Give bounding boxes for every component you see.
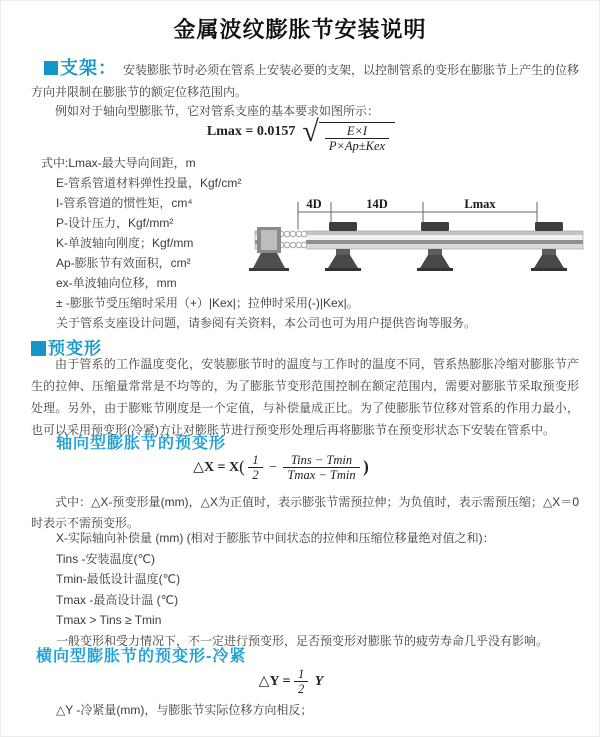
definition-line: P-设计压力，Kgf/mm² (56, 216, 174, 230)
note-line: Tmax -最高设计温 (℃) (56, 592, 179, 607)
predeform-paragraph: 由于管系的工作温度变化，安装膨胀节时的温度与工作时的温度不同，管系热膨胀冷缩对膨胀节产生的拉伸、压缩量常常是不均等的，为了膨胀节变形范围控制在额定范围内，需要对膨胀节采取预变形处理。另外，由于膨账节刚度是一个定值，与补偿量成正比。为了使膨胀节位移对管系的作用力最小，也可以采用预变形(冷紧)方让对膨胀节进行预变形处理后再将膨胀节在预变形状态下安装在管系中。 (31, 357, 579, 437)
minus-sign: − (269, 460, 277, 476)
dim-label-14d: 14D (366, 197, 388, 211)
delta-x-explanation: 式中：△X-预变形量(mm)，△X为正值时，表示膨张节需预拉伸；为负值时，表示需预压缩；△X＝0时表示不需预变形。 (31, 495, 579, 530)
section-bullet-icon (44, 61, 58, 75)
pipe-support-diagram (241, 194, 596, 286)
definition-line: 式中:Lmax-最大导向间距，m (41, 156, 196, 170)
fraction-denominator: P×Ap±Kex (325, 138, 389, 153)
fraction-numerator: Tins − Tmin (290, 453, 353, 467)
definition-line: I-管系管道的惯性矩，cm⁴ (56, 196, 193, 210)
note-line: Tmax > Tins ≥ Tmin (56, 613, 162, 628)
radicand-fraction (325, 124, 389, 154)
support-intro-paragraph (31, 57, 579, 103)
note-line: Tins -安装温度(℃) (56, 551, 156, 566)
dim-label-lmax: Lmax (464, 197, 496, 211)
delta-x-lhs: △X = X (193, 460, 240, 476)
subsection-heading-axial: 轴向型膨胀节的预变形 (56, 435, 227, 452)
delta-x-formula (1, 453, 561, 483)
temperature-fraction (283, 453, 359, 483)
support-intro-text: 安装膨胀节时必须在管系上安装必要的支架，以控制管系的变形在膨胀节上产生的位移方向并限制在膨胀节的额定位移范围内。 (31, 63, 580, 99)
lmax-formula-lhs: Lmax = 0.0157 (206, 124, 296, 139)
fraction-denominator: 2 (294, 681, 308, 696)
one-half-fraction (248, 453, 262, 483)
section-heading-support (44, 58, 117, 78)
delta-y-note: △Y -冷紧量(mm)，与膨胀节实际位移方向相反； (56, 703, 313, 717)
radical-sign: √ (302, 115, 319, 148)
open-paren: ( (239, 457, 245, 477)
lmax-formula (1, 115, 600, 154)
delta-y-formula (1, 667, 581, 697)
note-line: X-实际轴向补偿量 (mm) (相对于膨胀节中间状态的拉伸和压缩位移量绝对值之和)： (56, 531, 495, 545)
bellows-icon (277, 230, 307, 251)
dim-label-4d: 4D (306, 197, 322, 211)
sign-convention-note: ± -膨胀节受压缩时采用（+）|Kex|；拉伸时采用(-)|Kex|。 (56, 296, 359, 310)
axial-notes-list (56, 528, 548, 652)
radical-group (302, 115, 395, 154)
note-line: Tmin-最低设计温度(℃) (56, 572, 181, 587)
fraction-numerator: E×I (346, 124, 368, 138)
page-title: 金属波纹膨胀节安装说明 (173, 17, 427, 42)
definition-line: K-单波轴向刚度；Kgf/mm (56, 236, 194, 250)
fraction-numerator: 1 (252, 453, 259, 467)
note-line: 一般变形和受力情况下，不一定进行预变形，足否预变形对膨胀节的疲劳寿命几乎没有影响。 (56, 633, 549, 648)
radicand (319, 122, 395, 154)
one-half-fraction (294, 667, 308, 697)
section-heading-support-label: 支架： (60, 58, 117, 78)
definition-line: Ap-膨胀节有效面积，cm² (56, 256, 191, 270)
delta-y-lhs: △Y = (258, 674, 291, 690)
fraction-denominator: 2 (248, 467, 262, 482)
definition-line: E-管系管道材料弹性投量，Kgf/cm² (56, 176, 242, 190)
subsection-heading-lateral: 横向型膨胀节的预变形-冷紧 (36, 648, 247, 665)
delta-y-rhs: Y (314, 674, 324, 690)
definition-line: ex-单波轴向位移，mm (56, 276, 177, 290)
close-paren: ) (363, 457, 369, 477)
fraction-numerator: 1 (298, 667, 305, 681)
section-heading-predeform-label: 预变形 (48, 339, 102, 358)
support-example-line: 例如对于轴向型膨胀节，它对管系支座的基本要求如图所示： (55, 104, 380, 118)
fraction-denominator: Tmax − Tmin (283, 467, 359, 482)
service-note: 关于管系支座设计问题，请参阅有关资料，本公司也可为用户提供咨询等服务。 (56, 316, 477, 330)
